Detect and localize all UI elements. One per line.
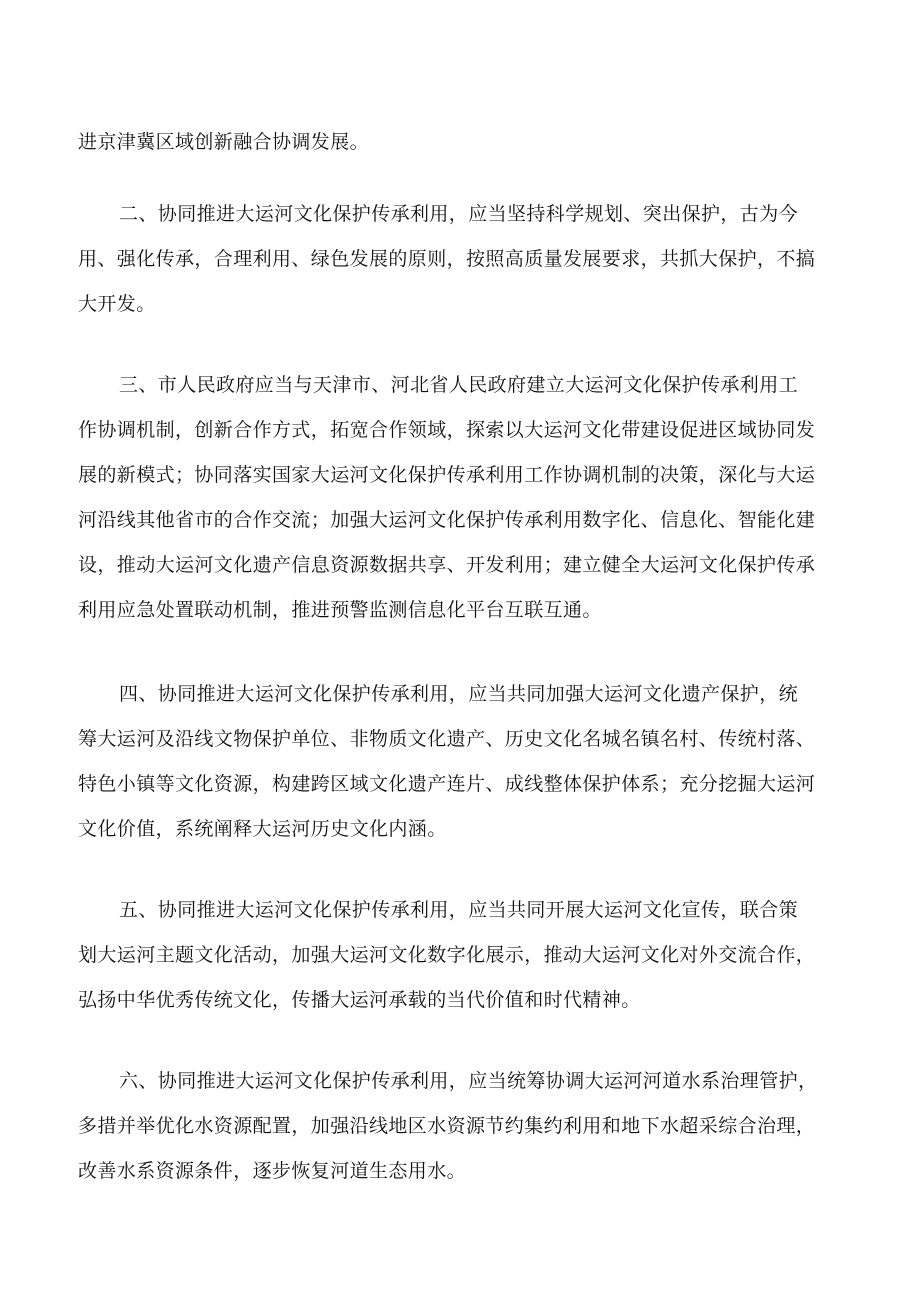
paragraph-3-line-1: 三、市人民政府应当与天津市、河北省人民政府建立大运河文化保护传承利用工 (119, 374, 799, 396)
paragraph-3-line-3: 展的新模式；协同落实国家大运河文化保护传承利用工作协调机制的决策，深化与大运 (78, 464, 816, 486)
paragraph-3-line-4: 河沿线其他省市的合作交流；加强大运河文化保护传承利用数字化、信息化、智能化建 (78, 509, 816, 531)
paragraph-4-line-3: 特色小镇等文化资源，构建跨区域文化遗产连片、成线整体保护体系；充分挖掘大运河 (78, 773, 816, 795)
paragraph-5-line-3: 弘扬中华优秀传统文化，传播大运河承载的当代价值和时代精神。 (78, 989, 641, 1011)
paragraph-4-line-4: 文化价值，系统阐释大运河历史文化内涵。 (78, 818, 447, 840)
paragraph-5-line-1: 五、协同推进大运河文化保护传承利用，应当共同开展大运河文化宣传，联合策 (119, 899, 799, 921)
paragraph-2-line-2: 用、强化传承，合理利用、绿色发展的原则，按照高质量发展要求，共抓大保护，不搞 (78, 248, 816, 270)
paragraph-3-line-2: 作协调机制，创新合作方式，拓宽合作领域，探索以大运河文化带建设促进区域协同发 (78, 419, 816, 441)
paragraph-2-line-3: 大开发。 (78, 293, 156, 315)
paragraph-4-line-2: 筹大运河及沿线文物保护单位、非物质文化遗产、历史文化名城名镇名村、传统村落、 (78, 728, 816, 750)
paragraph-1-line-1: 进京津冀区域创新融合协调发展。 (78, 131, 370, 153)
paragraph-6-line-2: 多措并举优化水资源配置，加强沿线地区水资源节约集约利用和地下水超采综合治理， (78, 1115, 816, 1137)
paragraph-6-line-1: 六、协同推进大运河文化保护传承利用，应当统筹协调大运河河道水系治理管护， (119, 1070, 818, 1092)
paragraph-4-line-1: 四、协同推进大运河文化保护传承利用，应当共同加强大运河文化遗产保护，统 (119, 683, 799, 705)
paragraph-6-line-3: 改善水系资源条件，逐步恢复河道生态用水。 (78, 1160, 467, 1182)
paragraph-3-line-5: 设，推动大运河文化遗产信息资源数据共享、开发利用；建立健全大运河文化保护传承 (78, 554, 816, 576)
paragraph-2-line-1: 二、协同推进大运河文化保护传承利用，应当坚持科学规划、突出保护，古为今 (119, 203, 799, 225)
paragraph-3-line-6: 利用应急处置联动机制，推进预警监测信息化平台互联互通。 (78, 599, 602, 621)
paragraph-5-line-2: 划大运河主题文化活动，加强大运河文化数字化展示，推动大运河文化对外交流合作， (78, 944, 816, 966)
